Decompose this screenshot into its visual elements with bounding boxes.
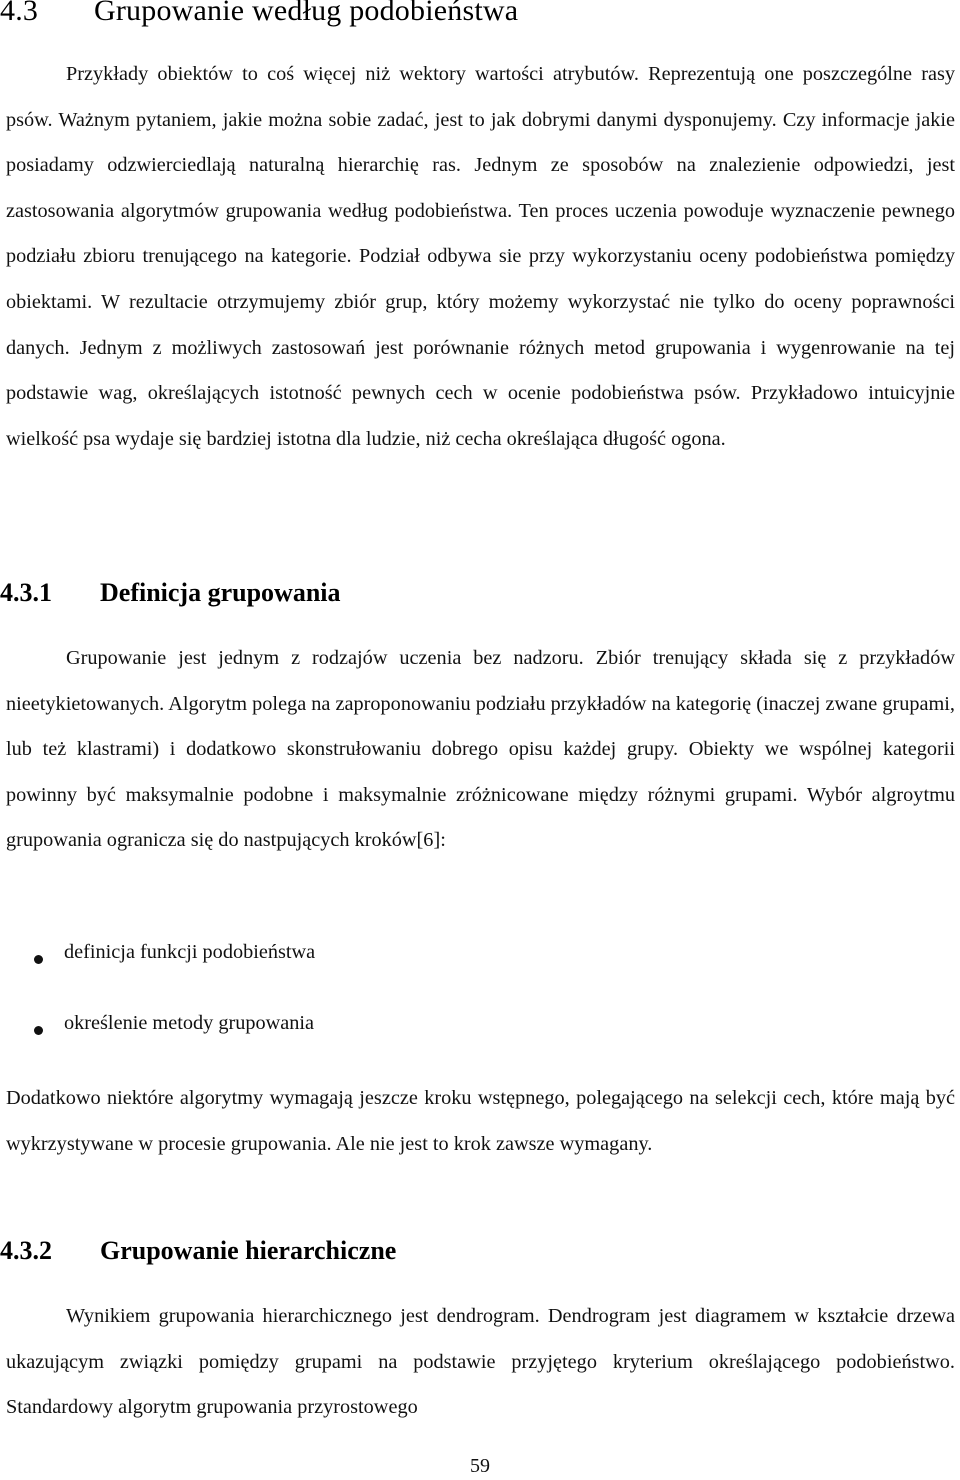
bullet-icon [34,1026,43,1035]
definition-paragraph: Grupowanie jest jednym z rodzajów uczenia bez nadzoru. Zbiór trenujący składa się z przykładów nieetykietowanych. Algorytm polega na zaproponowaniu podziału przykładów na kategorię (inaczej zwane grupami, lub też klastrami) i dodatkowo skonstrułowaniu dobrego opisu każdej grupy. Obiekty we wspólnej kategorii powinny być maksymalnie podobne i maksymalnie zróżnicowane między różnymi grupami. Wybór algroytmu grupowania ogranicza się do nastpujących kroków[6]: [6,647,955,852]
list-item-text: definicja funkcji podobieństwa [64,941,316,963]
subsection-heading-definition [0,578,341,608]
bullet-icon [34,955,43,964]
hierarchical-paragraph: Wynikiem grupowania hierarchicznego jest dendrogram. Dendrogram jest diagramem w kształcie drzewa ukazującym związki pomiędzy grupami na podstawie przyjętego kryterium określającego podobieństwo. Standardowy algorytm grupowania przyrostowego [6,1305,955,1419]
section-number: 4.3 [0,0,39,27]
subsection-heading-hierarchical [0,1236,396,1266]
section-heading [0,0,518,28]
subsection-title: Grupowanie hierarchiczne [100,1236,397,1265]
subsection-number: 4.3.2 [0,1236,52,1265]
list-item-text: określenie metody grupowania [64,1012,315,1034]
subsection-title: Definicja grupowania [100,578,341,607]
section-title: Grupowanie według podobieństwa [94,0,519,27]
page-number: 59 [470,1455,490,1477]
definition-followup-paragraph: Dodatkowo niektóre algorytmy wymagają jeszcze kroku wstępnego, polegającego na selekcji cech, które mają być wykrzystywane w procesie grupowania. Ale nie jest to krok zawsze wymagany. [6,1087,955,1155]
section-paragraph: Przykłady obiektów to coś więcej niż wektory wartości atrybutów. Reprezentują one poszczególne rasy psów. Ważnym pytaniem, jakie można sobie zadać, jest to jak dobrymi danymi dysponujemy. Czy informacje jakie posiadamy odzwierciedlają naturalną hierarchię ras. Jednym ze sposobów na znalezienie odpowiedzi, jest zastosowania algorytmów grupowania według podobieństwa. Ten proces uczenia powoduje wyznaczenie pewnego podziału zbioru trenującego na kategorie. Podział odbywa sie przy wykorzystaniu oceny podobieństwa pomiędzy obiektami. W rezultacie otrzymujemy zbiór grup, który możemy wykorzystać nie tylko do oceny poprawności danych. Jednym z możliwych zastosowań jest porównanie różnych metod grupowania i wygenrowanie na tej podstawie wag, określających istotność pewnych cech w ocenie podobieństwa psów. Przykładowo intuicyjnie wielkość psa wydaje się bardziej istotna dla ludzie, niż cecha określająca długość ogona. [6,63,955,450]
subsection-number: 4.3.1 [0,578,52,607]
